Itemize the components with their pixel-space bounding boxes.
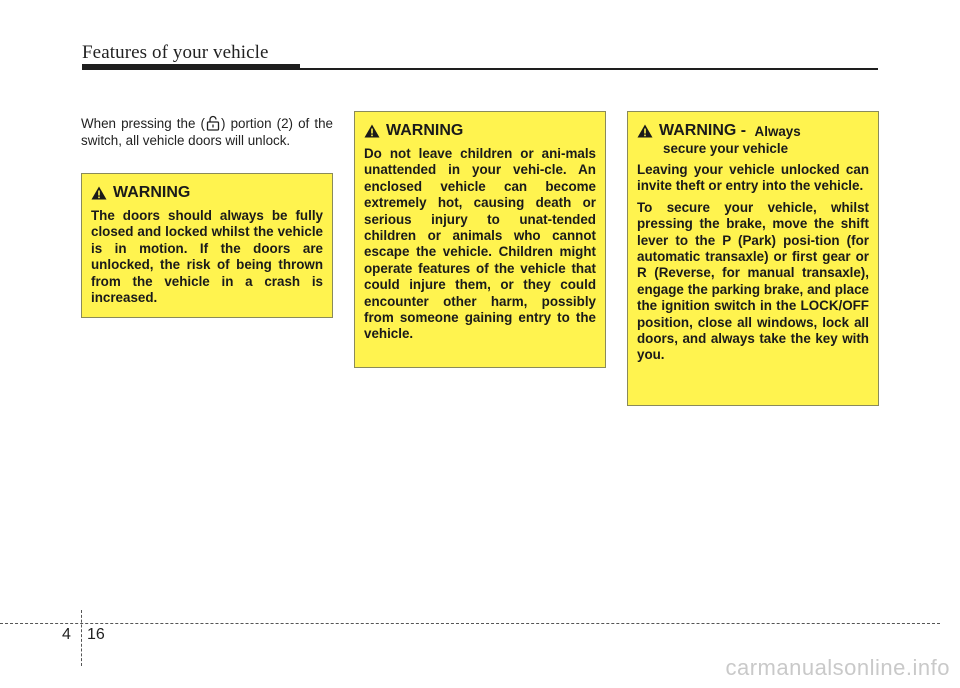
- warning-paragraph: Leaving your vehicle unlocked can invite theft or entry into the vehicle.: [637, 162, 869, 194]
- warning-title: WARNING: [113, 184, 191, 201]
- warning-title: WARNING: [386, 122, 464, 139]
- warning-body: [364, 146, 596, 343]
- warning-box-children: [354, 111, 606, 368]
- warning-body: [637, 162, 869, 364]
- warning-heading: [364, 122, 596, 140]
- warning-paragraph: To secure your vehicle, whilst pressing the brake, move the shift lever to the P (Park) posi-tion (for automatic transaxle) or first gear or R (Reverse, for manual transaxle), engage the parking brake, and place the ignition switch in the LOCK/OFF position, close all windows, lock all doors, and always take the key with you.: [637, 199, 869, 363]
- intro-text-start: When pressing the (: [81, 116, 205, 131]
- page-header-title: Features of your vehicle: [82, 42, 269, 63]
- footer-divider: [81, 610, 82, 666]
- watermark: carmanualsonline.info: [725, 655, 950, 680]
- warning-heading: [637, 122, 869, 140]
- warning-subtitle: secure your vehicle: [663, 141, 789, 156]
- intro-paragraph: [81, 115, 333, 149]
- warning-body: [91, 208, 323, 306]
- unlock-icon: [206, 115, 220, 131]
- warning-triangle-icon: [91, 186, 107, 200]
- warning-paragraph: Do not leave children or ani-mals unattended in your vehi-cle. An enclosed vehicle can become extremely hot, causing death or serious injury to unat-tended children or animals who cannot escape the vehicle. Children might operate features of the vehicle that could injure them, or they could encounter other harm, possibly from someone gaining entry to the vehicle.: [364, 146, 596, 342]
- warning-triangle-icon: [364, 124, 380, 138]
- intro-text-end: ) portion (2) of the switch, all vehicle doors will unlock.: [81, 116, 333, 148]
- warning-box-doors: [81, 173, 333, 318]
- warning-triangle-icon: [637, 124, 653, 138]
- footer-rule: [0, 623, 940, 624]
- warning-box-secure-vehicle: [627, 111, 879, 406]
- header-rule-thin: [82, 68, 878, 70]
- warning-subtitle-inline: Always: [754, 123, 801, 139]
- page-number: 16: [87, 626, 105, 643]
- chapter-number: 4: [62, 626, 71, 643]
- warning-heading: [91, 184, 323, 202]
- warning-title: WARNING -: [659, 122, 751, 139]
- warning-paragraph: The doors should always be fully closed and locked whilst the vehicle is in motion. If the doors are unlocked, the risk of being thrown from the vehicle in a crash is increased.: [91, 208, 323, 306]
